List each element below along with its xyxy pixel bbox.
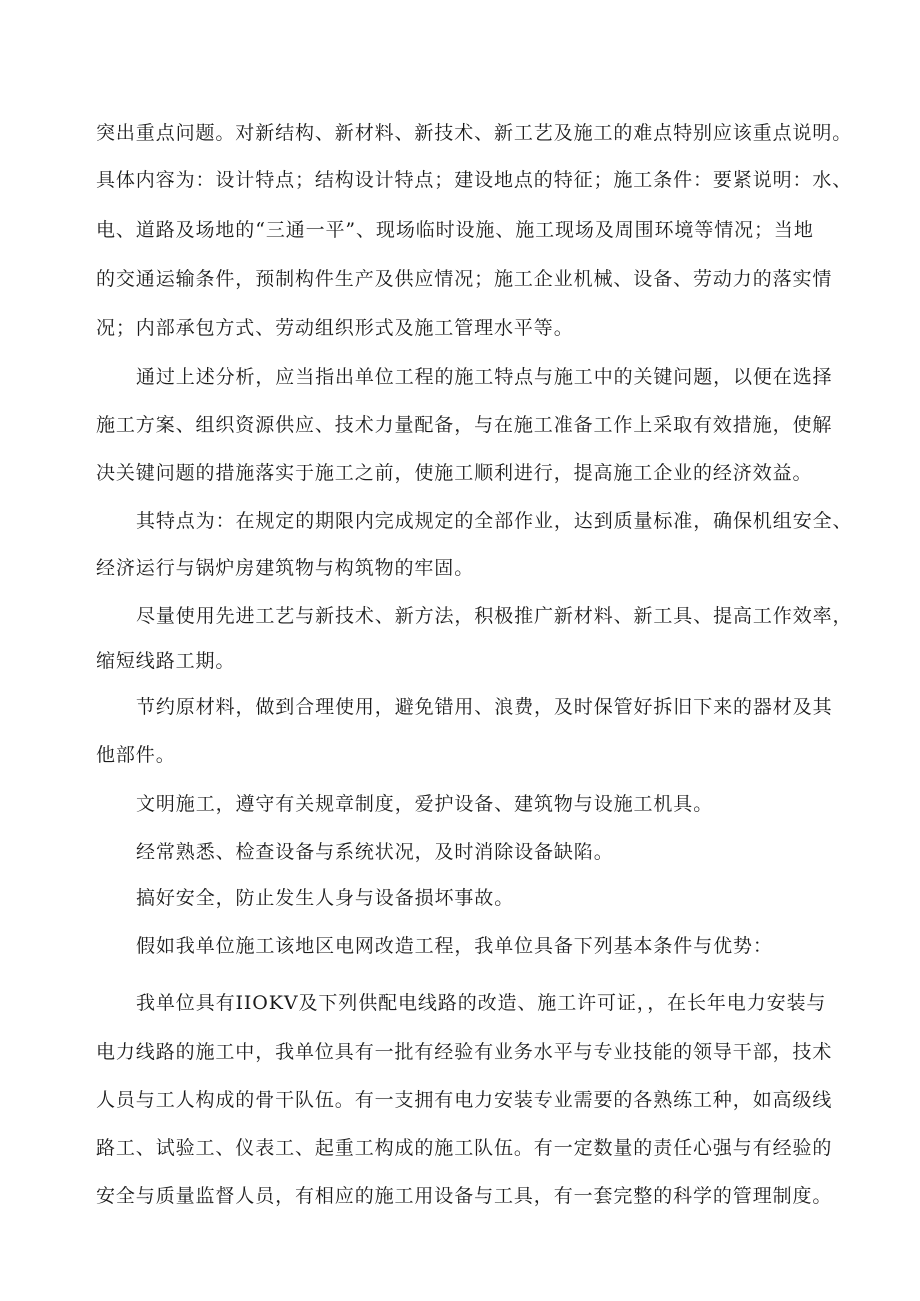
text-line: 人员与工人构成的骨干队伍。有一支拥有电力安装专业需要的各熟练工种，如高级线: [96, 1089, 833, 1111]
text-line: 通过上述分析，应当指出单位工程的施工特点与施工中的关键问题，以便在选择: [136, 366, 833, 388]
text-line: 搞好安全，防止发生人身与设备损坏事故。: [136, 887, 515, 909]
text-line: 的交通运输条件，预制构件生产及供应情况；施工企业机械、设备、劳动力的落实情: [96, 268, 833, 290]
text-line: 经济运行与锅炉房建筑物与构筑物的牢固。: [96, 557, 475, 579]
text-line: 经常熟悉、检查设备与系统状况，及时消除设备缺陷。: [136, 841, 614, 863]
text-line: 路工、试验工、仪表工、起重工构成的施工队伍。有一定数量的责任心强与有经验的: [96, 1137, 833, 1159]
text-line: 缩短线路工期。: [96, 650, 236, 672]
text-line: 况；内部承包方式、劳动组织形式及施工管理水平等。: [96, 317, 574, 339]
text-line: 突出重点问题。对新结构、新材料、新技术、新工艺及施工的难点特别应该重点说明。: [96, 122, 853, 144]
text-line: 假如我单位施工该地区电网改造工程，我单位具备下列基本条件与优势：: [136, 935, 773, 957]
text-line: 他部件。: [96, 744, 176, 766]
text-line: 文明施工，遵守有关规章制度，爱护设备、建筑物与设施工机具。: [136, 793, 714, 815]
text-line: 其特点为：在规定的期限内完成规定的全部作业，达到质量标准，确保机组安全、: [136, 510, 853, 532]
text-line: 具体内容为：设计特点；结构设计特点；建设地点的特征；施工条件：要紧说明：水、: [96, 169, 853, 191]
text-line: 电、道路及场地的“三通一平”、现场临时设施、施工现场及周围环境等情况；当地: [96, 219, 814, 241]
text-line: 我单位具有IIOKV及下列供配电线路的改造、施工许可证，，在长年电力安装与: [136, 992, 827, 1014]
text-line: 节约原材料，做到合理使用，避免错用、浪费，及时保管好拆旧下来的器材及其: [136, 696, 833, 718]
text-line: 施工方案、组织资源供应、技术力量配备，与在施工准备工作上采取有效措施，使解: [96, 414, 833, 436]
text-line: 决关键问题的措施落实于施工之前，使施工顺利进行，提高施工企业的经济效益。: [96, 462, 813, 484]
text-line: 安全与质量监督人员，有相应的施工用设备与工具，有一套完整的科学的管理制度。: [96, 1185, 833, 1207]
text-line: 电力线路的施工中，我单位具有一批有经验有业务水平与专业技能的领导干部，技术: [96, 1041, 833, 1063]
text-line: 尽量使用先进工艺与新技术、新方法，积极推广新材料、新工具、提高工作效率，: [136, 605, 853, 627]
